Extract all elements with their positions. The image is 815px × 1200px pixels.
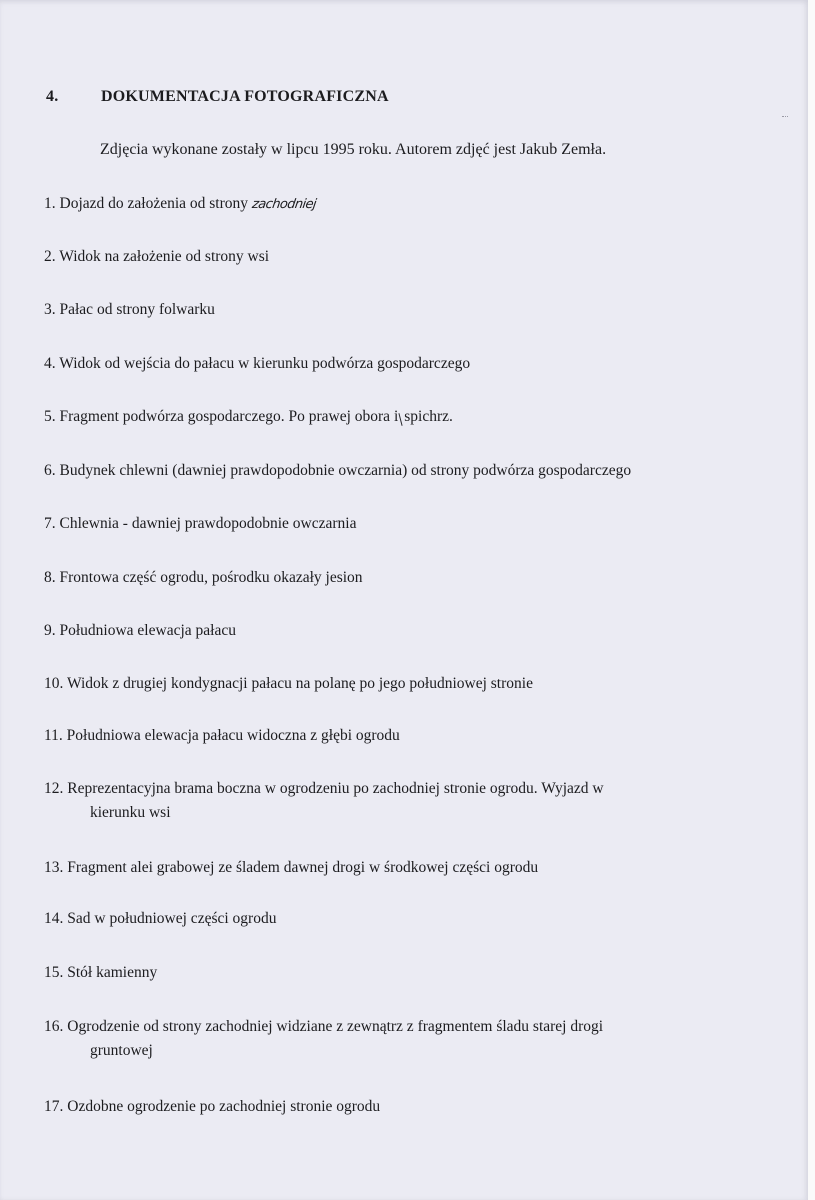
list-item [44,619,236,643]
list-item [44,961,157,985]
list-item-text: 8. Frontowa część ogrodu, pośrodku okazały jesion [44,569,363,586]
list-item-text: 2. Widok na założenie od strony wsi [44,248,270,265]
list-item [44,856,538,880]
handwritten-insertion: zachodniej [250,197,317,212]
scan-margin [808,0,815,1200]
list-item [44,405,453,429]
section-number: 4. [46,88,59,105]
list-item-text: 15. Stół kamienny [44,964,158,981]
list-item [44,1095,380,1119]
list-item-continuation: gruntowej [90,1042,153,1059]
list-item-text: 17. Ozdobne ogrodzenie po zachodniej stronie ogrodu [44,1098,381,1115]
list-item [44,459,631,483]
list-item-text: 5. Fragment podwórza gospodarczego. Po prawej obora i [44,408,399,425]
list-item-text: 9. Południowa elewacja pałacu [44,622,236,639]
list-item-text: 3. Pałac od strony folwarku [44,301,215,318]
list-item-text: 12. Reprezentacyjna brama boczna w ogrodzeniu po zachodniej stronie ogrodu. Wyjazd w [44,780,604,797]
list-item [44,245,269,269]
list-item [44,907,276,931]
list-item-text: 11. Południowa elewacja pałacu widoczna z głębi ogrodu [44,727,400,744]
pen-stroke-mark [398,410,404,426]
intro-paragraph: Zdjęcia wykonane zostały w lipcu 1995 roku. Autorem zdjęć jest Jakub Zemła. [100,141,607,158]
list-item [44,566,363,590]
list-item [44,512,356,536]
list-item [44,192,316,217]
list-item [44,352,470,376]
list-item-text: 7. Chlewnia - dawniej prawdopodobnie owczarnia [44,515,357,532]
list-item [44,777,604,825]
list-item [44,672,533,696]
list-item-text: 6. Budynek chlewni (dawniej prawdopodobnie owczarnia) od strony podwórza gospodarczego [44,462,632,479]
list-item [44,724,400,748]
list-item-continuation: kierunku wsi [90,804,171,821]
list-item-text: 13. Fragment alei grabowej ze śladem dawnej drogi w środkowej części ogrodu [44,859,539,876]
list-item-text: 1. Dojazd do założenia od strony [44,195,252,212]
list-item-tail: spichrz. [404,408,453,425]
list-item-text: 16. Ogrodzenie od strony zachodniej widziane z zewnątrz z fragmentem śladu starej drogi [44,1018,604,1035]
list-item [44,1015,603,1063]
list-item [44,298,215,322]
list-item-text: 10. Widok z drugiej kondygnacji pałacu na polanę po jego południowej stronie [44,675,533,692]
list-item-text: 14. Sad w południowej części ogrodu [44,910,277,927]
section-title: DOKUMENTACJA FOTOGRAFICZNA [101,88,389,105]
list-item-text: 4. Widok od wejścia do pałacu w kierunku podwórza gospodarczego [44,355,471,372]
